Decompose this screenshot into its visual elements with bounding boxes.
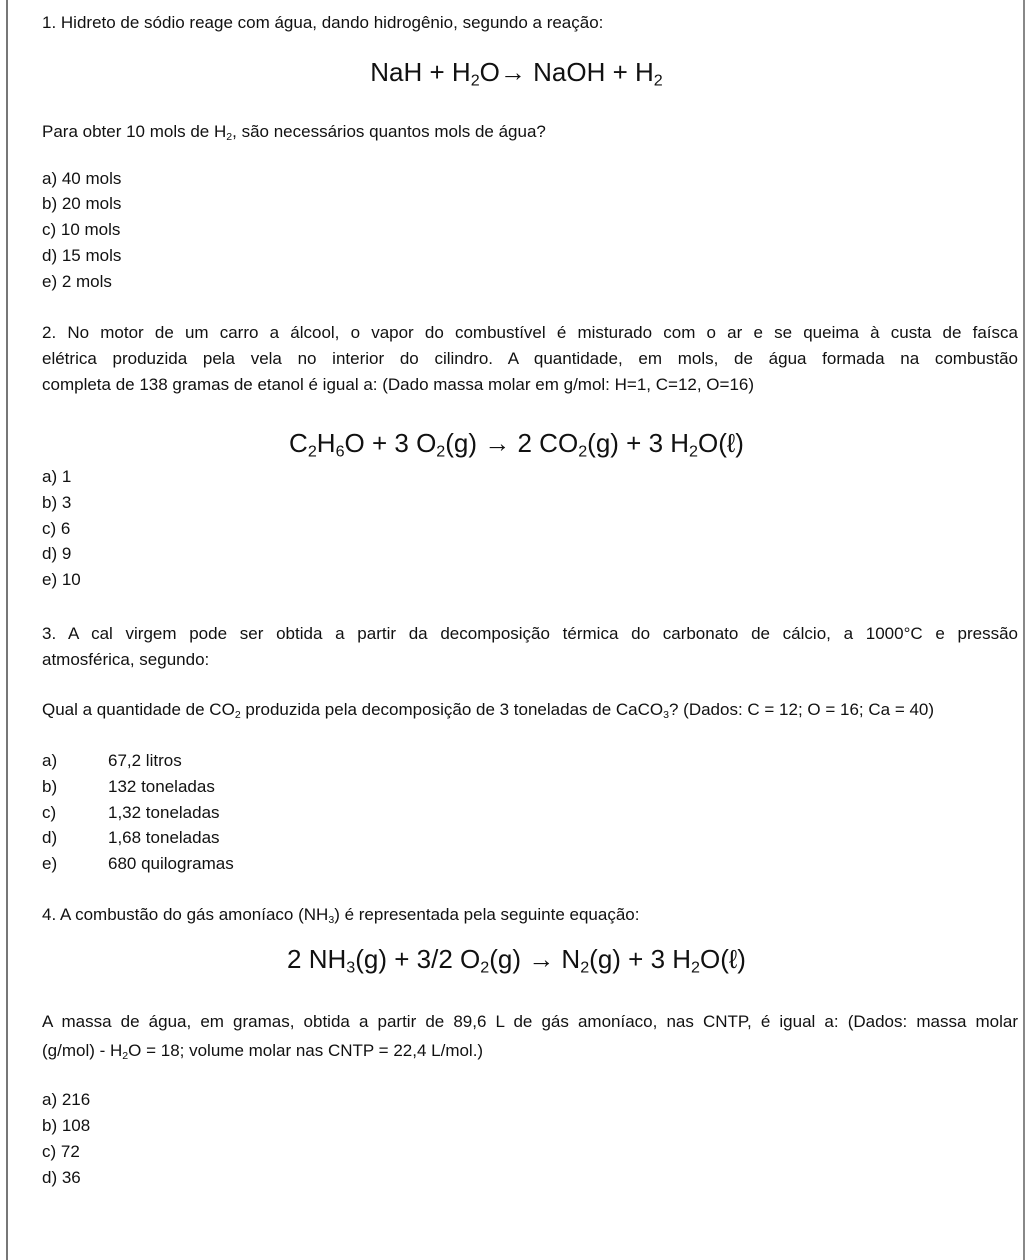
q1-question: Para obter 10 mols de $H_2$, são necessários quantos mols de água? [42, 122, 546, 143]
q1-option-a: a) 40 mols [42, 169, 122, 188]
q1-intro: 1. Hidreto de sódio reage com água, dando hidrogênio, segundo a reação: [42, 13, 604, 32]
q3-option-a: a) 67,2 litros [42, 751, 182, 770]
q2-equation: $C_2H_6O + 3$ $O_2(g) \to 2$ $CO_2(g) + 3$ $H_2O(\ell)$ [289, 428, 744, 461]
page-right-border [1023, 0, 1025, 1260]
q3-question: Qual a quantidade de $CO_2$ produzida pela decomposição de 3 toneladas de CaCO$_3$? (Dados: C = 12; O = 16; Ca = 40) [42, 700, 935, 721]
q4-equation: 2 $NH_3(g) + 3/2$ $O_2(g) \to N_2(g) + 3$ $H_2O(\ell)$ [287, 944, 746, 977]
q1-option-e: e) 2 mols [42, 272, 112, 291]
q2-line-3: completa de 138 gramas de etanol é igual a: (Dado massa molar em g/mol: H=1, C=12, O=16) [42, 375, 755, 394]
q4-option-b: b) 108 [42, 1116, 91, 1135]
q2-option-e: e) 10 [42, 570, 81, 589]
q3-option-e: e) 680 quilogramas [42, 854, 234, 873]
q4-line-2: $(g/mol) - H_2O = 18$; volume molar nas CNTP = 22,4 L/mol.) [42, 1041, 484, 1062]
q2-option-d: d) 9 [42, 544, 72, 563]
page-left-border [6, 0, 8, 1260]
q4-option-d: d) 36 [42, 1168, 81, 1187]
q3-option-d: d) 1,68 toneladas [42, 828, 220, 847]
q2-option-b: b) 3 [42, 493, 72, 512]
q2-option-c: c) 6 [42, 519, 71, 538]
q2-option-a: a) 1 [42, 467, 72, 486]
q1-equation: NaH + $H_2O\to$ NaOH + $H_2$ [370, 57, 663, 90]
q4-line-1: A massa de água, em gramas, obtida a partir de 89,6 L de gás amoníaco, nas CNTP, é igual a: (Dados: massa molar [42, 1012, 1018, 1031]
q4-intro: 4. A combustão do gás amoníaco $(NH_3)$ é representada pela seguinte equação: [42, 905, 640, 926]
q1-option-b: b) 20 mols [42, 194, 122, 213]
q2-line-2: elétrica produzida pela vela no interior do cilindro. A quantidade, em mols, de água formada na combustão [42, 349, 1018, 368]
q1-option-d: d) 15 mols [42, 246, 122, 265]
q2-line-1: 2. No motor de um carro a álcool, o vapor do combustível é misturado com o ar e se queima à custa de faísca [42, 323, 1018, 342]
q4-option-a: a) 216 [42, 1090, 91, 1109]
q3-option-c: c) 1,32 toneladas [42, 803, 220, 822]
q3-line-2: atmosférica, segundo: [42, 650, 210, 669]
q4-option-c: c) 72 [42, 1142, 80, 1161]
q3-option-b: b) 132 toneladas [42, 777, 215, 796]
q1-option-c: c) 10 mols [42, 220, 121, 239]
q3-line-1: 3. A cal virgem pode ser obtida a partir da decomposição térmica do carbonato de cálcio, a 1000°C e pressão [42, 624, 1018, 643]
